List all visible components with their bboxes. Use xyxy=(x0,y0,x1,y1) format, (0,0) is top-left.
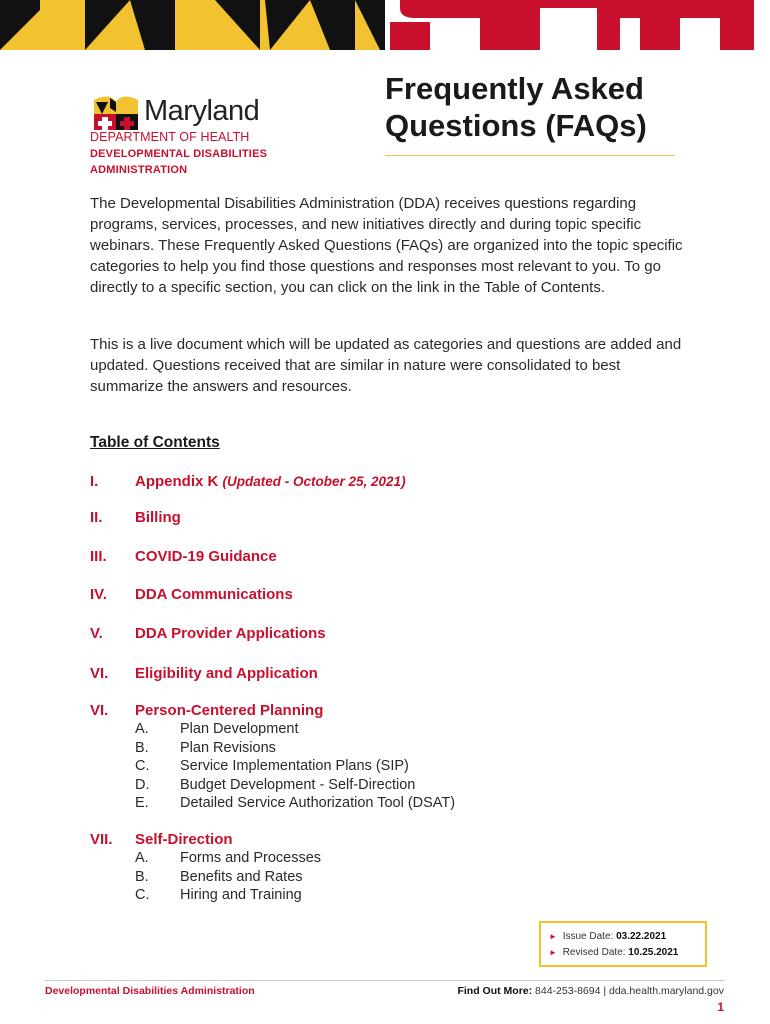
subitem-text: Service Implementation Plans (SIP) xyxy=(180,758,409,774)
toc-number: VI. xyxy=(90,665,109,682)
intro-paragraph-2: This is a live document which will be updated as categories and questions are added and updated. Questions received that are similar in nature were consolidated to best summarize the answers and resources. xyxy=(90,336,682,395)
footer-contact xyxy=(457,985,724,997)
toc-label-text: Appendix K xyxy=(135,473,219,490)
revised-date-label: Revised Date: xyxy=(562,947,626,958)
logo-division-line1: DEVELOPMENTAL DISABILITIES xyxy=(90,148,268,160)
footer-find-label: Find Out More: xyxy=(457,985,533,997)
toc-number: III. xyxy=(90,548,107,565)
issue-date-line xyxy=(549,929,697,945)
issue-date-value: 03.22.2021 xyxy=(616,931,667,942)
subitem-text: Hiring and Training xyxy=(180,887,302,903)
footer-organization: Developmental Disabilities Administration xyxy=(45,985,255,997)
subitem-text: Detailed Service Authorization Tool (DSAT) xyxy=(180,795,456,811)
triangle-bullet-icon: ► xyxy=(549,932,557,941)
toc-number: VII. xyxy=(90,831,113,848)
logo-division-line2: ADMINISTRATION xyxy=(90,164,188,176)
page-title xyxy=(385,70,685,144)
subitem-letter: B. xyxy=(135,868,149,885)
maryland-health-logo xyxy=(90,92,290,178)
issue-date-label: Issue Date: xyxy=(562,931,614,942)
subitem-text: Benefits and Rates xyxy=(180,868,303,885)
toc-number: IV. xyxy=(90,586,107,603)
toc-number: V. xyxy=(90,625,103,642)
subitem-text: Forms and Processes xyxy=(180,850,322,866)
subitem-letter: C. xyxy=(135,758,150,774)
subitem-text: Budget Development - Self-Direction xyxy=(180,776,416,793)
triangle-bullet-icon: ► xyxy=(549,948,557,957)
issue-date-box xyxy=(539,921,707,967)
title-divider xyxy=(385,155,675,156)
subitem-letter: A. xyxy=(135,850,149,866)
toc-link-self-direction[interactable]: Self-Direction xyxy=(135,831,233,848)
footer-divider xyxy=(45,980,725,981)
subitem-letter: D. xyxy=(135,776,150,793)
toc-link-person-centered-planning[interactable]: Person-Centered Planning xyxy=(135,702,324,719)
subitem-letter: A. xyxy=(135,721,149,737)
toc-number: II. xyxy=(90,509,103,526)
subitem-letter: C. xyxy=(135,887,150,903)
intro-paragraph-1: The Developmental Disabilities Administration (DDA) receives questions regarding programs, services, processes, and new initiatives directly and during topic specific webinars. These Frequently Asked Questions (FAQs) are organized into the topic specific categories to help you find those questions and responses most relevant to you. To go directly to a specific section, you can click on the link in the Table of Contents. xyxy=(90,195,683,296)
revised-date-value: 10.25.2021 xyxy=(628,947,679,958)
toc-link-covid-guidance[interactable]: COVID-19 Guidance xyxy=(135,548,277,565)
maryland-flag-icon xyxy=(90,92,142,130)
toc-number: VI. xyxy=(90,702,109,719)
subitem-letter: B. xyxy=(135,739,149,756)
toc-link-eligibility[interactable]: Eligibility and Application xyxy=(135,665,318,682)
toc-number: I. xyxy=(90,473,99,490)
toc-link-appendix-k[interactable] xyxy=(135,473,406,490)
subitem-text: Plan Revisions xyxy=(180,739,276,756)
revised-date-line xyxy=(549,945,697,961)
title-line2: Questions (FAQs) xyxy=(385,108,647,143)
logo-name: Maryland xyxy=(144,94,260,127)
footer-contact-text[interactable]: 844-253-8694 | dda.health.maryland.gov xyxy=(535,985,724,997)
subitem-letter: E. xyxy=(135,795,149,811)
title-line1: Frequently Asked xyxy=(385,71,644,106)
toc-update-note: (Updated - October 25, 2021) xyxy=(222,474,406,489)
toc-link-provider-applications[interactable]: DDA Provider Applications xyxy=(135,625,326,642)
maryland-flag-banner xyxy=(0,0,770,50)
toc-link-dda-communications[interactable]: DDA Communications xyxy=(135,586,293,603)
page-number: 1 xyxy=(717,1000,724,1014)
toc-link-billing[interactable]: Billing xyxy=(135,509,181,526)
toc-heading: Table of Contents xyxy=(90,434,220,451)
subitem-text: Plan Development xyxy=(180,721,299,737)
logo-department: DEPARTMENT OF HEALTH xyxy=(90,130,250,144)
